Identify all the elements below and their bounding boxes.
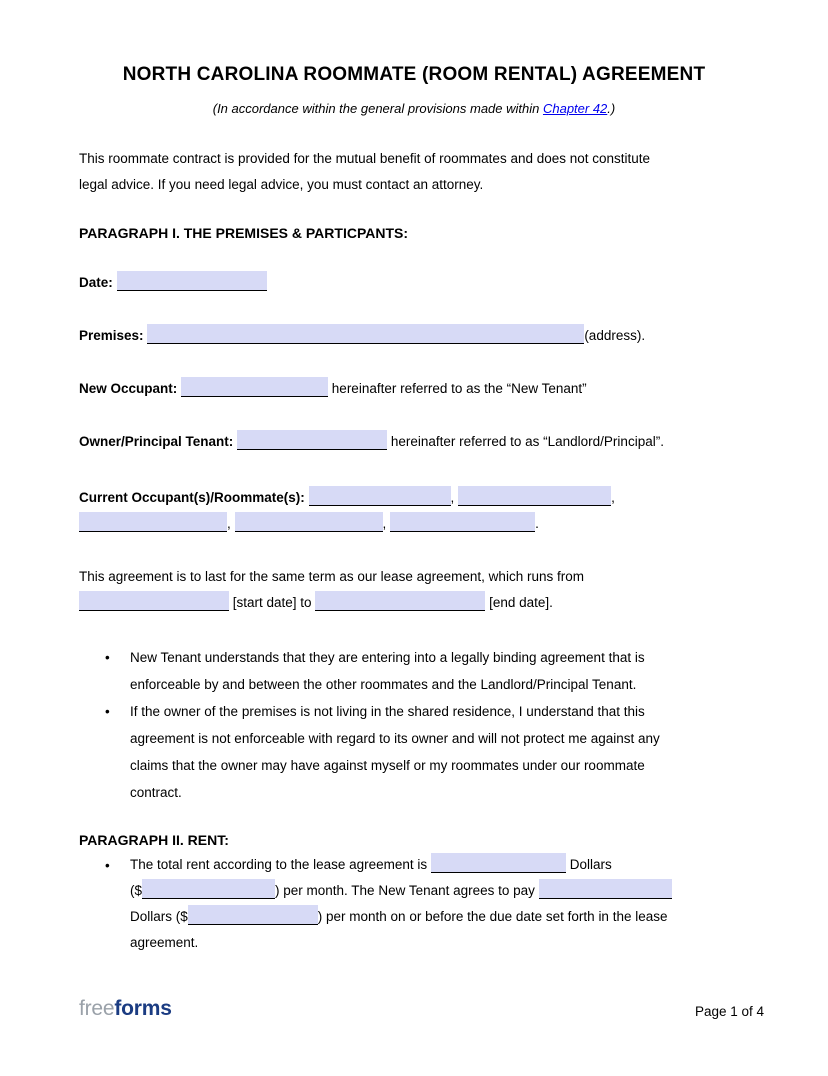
rent-line-3 — [130, 904, 672, 930]
bullet-1-line-2: enforceable by and between the other roommates and the Landlord/Principal Tenant. — [130, 677, 637, 692]
owner-suffix: hereinafter referred to as “Landlord/Principal”. — [390, 434, 664, 449]
intro-line-1: This roommate contract is provided for the mutual benefit of roommates and does not constitute — [79, 151, 651, 166]
subtitle-prefix: (In accordance within the general provisions made within — [212, 101, 543, 116]
date-label: Date: — [79, 275, 113, 290]
rent-line-3-suffix: ) per month on or before the due date set forth in the lease — [317, 909, 668, 924]
intro-paragraph — [79, 146, 749, 198]
separator-comma: , — [450, 490, 455, 505]
owner-row — [79, 429, 749, 455]
bullet-1-text — [130, 644, 645, 698]
rent-bullet — [105, 852, 749, 956]
new-occupant-field[interactable] — [181, 377, 328, 397]
end-date-label: [end date]. — [489, 595, 553, 610]
bullet-marker: • — [105, 704, 110, 719]
chapter-42-link[interactable]: Chapter 42 — [542, 101, 608, 116]
roommates-label: Current Occupant(s)/Roommate(s): — [79, 490, 305, 505]
date-row — [79, 270, 749, 296]
roommate-field-2[interactable] — [458, 486, 611, 506]
end-date-field[interactable] — [315, 591, 485, 611]
paragraph-1-heading: PARAGRAPH I. THE PREMISES & PARTICPANTS: — [79, 225, 409, 241]
bullet-item — [105, 644, 749, 698]
rent-line-3-prefix: Dollars ($ — [130, 909, 188, 924]
bullet-2-line-1: If the owner of the premises is not living in the shared residence, I understand that this — [130, 704, 645, 719]
bullet-1-line-1: New Tenant understands that they are entering into a legally binding agreement that is — [130, 650, 645, 665]
paragraph-1-bullets — [105, 644, 749, 806]
term-block — [79, 564, 749, 616]
logo-free-text: free — [79, 997, 115, 1020]
start-date-label: [start date] to — [232, 595, 312, 610]
logo-forms-text: forms — [114, 997, 172, 1020]
premises-field[interactable] — [147, 324, 584, 344]
bullet-2-line-2: agreement is not enforceable with regard to its owner and will not protect me against any — [130, 731, 660, 746]
separator-comma: , — [382, 516, 387, 531]
owner-field[interactable] — [237, 430, 387, 450]
page-number: Page 1 of 4 — [694, 1004, 764, 1019]
date-field[interactable] — [117, 271, 267, 291]
start-date-field[interactable] — [79, 591, 229, 611]
subtitle — [79, 100, 749, 117]
separator-comma: , — [227, 516, 231, 531]
total-rent-amount-field[interactable] — [142, 879, 275, 899]
page-title: NORTH CAROLINA ROOMMATE (ROOM RENTAL) AGREEMENT — [122, 64, 706, 85]
premises-row — [79, 323, 749, 349]
freeforms-logo — [79, 996, 172, 1022]
bullet-item — [105, 852, 749, 956]
owner-label: Owner/Principal Tenant: — [79, 434, 234, 449]
roommates-line-1 — [79, 485, 749, 511]
new-occupant-row — [79, 376, 749, 402]
bullet-2-text — [130, 698, 660, 806]
rent-line-2-prefix: ($ — [130, 883, 143, 898]
roommate-field-4[interactable] — [235, 512, 383, 532]
roommates-block — [79, 485, 749, 537]
subtitle-suffix: .) — [607, 101, 616, 116]
premises-label: Premises: — [79, 328, 144, 343]
separator-period: . — [535, 516, 539, 531]
bullet-marker: • — [105, 650, 110, 665]
paragraph-2-heading: PARAGRAPH II. RENT: — [79, 832, 229, 848]
rent-text — [130, 852, 672, 956]
tenant-rent-words-field[interactable] — [539, 879, 672, 899]
term-line-2 — [79, 590, 749, 616]
new-occupant-label: New Occupant: — [79, 381, 178, 396]
roommates-line-2 — [79, 511, 749, 537]
term-line-1: This agreement is to last for the same term as our lease agreement, which runs from — [79, 569, 584, 584]
bullet-2-line-4: contract. — [130, 785, 182, 800]
bullet-2-line-3: claims that the owner may have against myself or my roommates under our roommate — [130, 758, 645, 773]
bullet-item — [105, 698, 749, 806]
tenant-rent-amount-field[interactable] — [188, 905, 318, 925]
rent-line-1-text: The total rent according to the lease agreement is — [130, 857, 428, 872]
intro-line-2: legal advice. If you need legal advice, you must contact an attorney. — [79, 177, 484, 192]
rent-line-1 — [130, 852, 672, 878]
bullet-marker: • — [105, 858, 110, 873]
roommate-field-3[interactable] — [79, 512, 227, 532]
new-occupant-suffix: hereinafter referred to as the “New Tenant” — [331, 381, 587, 396]
separator-comma: , — [611, 490, 615, 505]
premises-suffix: (address). — [584, 328, 646, 343]
roommate-field-5[interactable] — [390, 512, 535, 532]
rent-line-1-suffix: Dollars — [569, 857, 612, 872]
rent-line-2 — [130, 878, 672, 904]
roommate-field-1[interactable] — [309, 486, 451, 506]
total-rent-words-field[interactable] — [431, 853, 566, 873]
rent-line-4: agreement. — [130, 935, 199, 950]
rent-line-2-mid: ) per month. The New Tenant agrees to pay — [275, 883, 535, 898]
